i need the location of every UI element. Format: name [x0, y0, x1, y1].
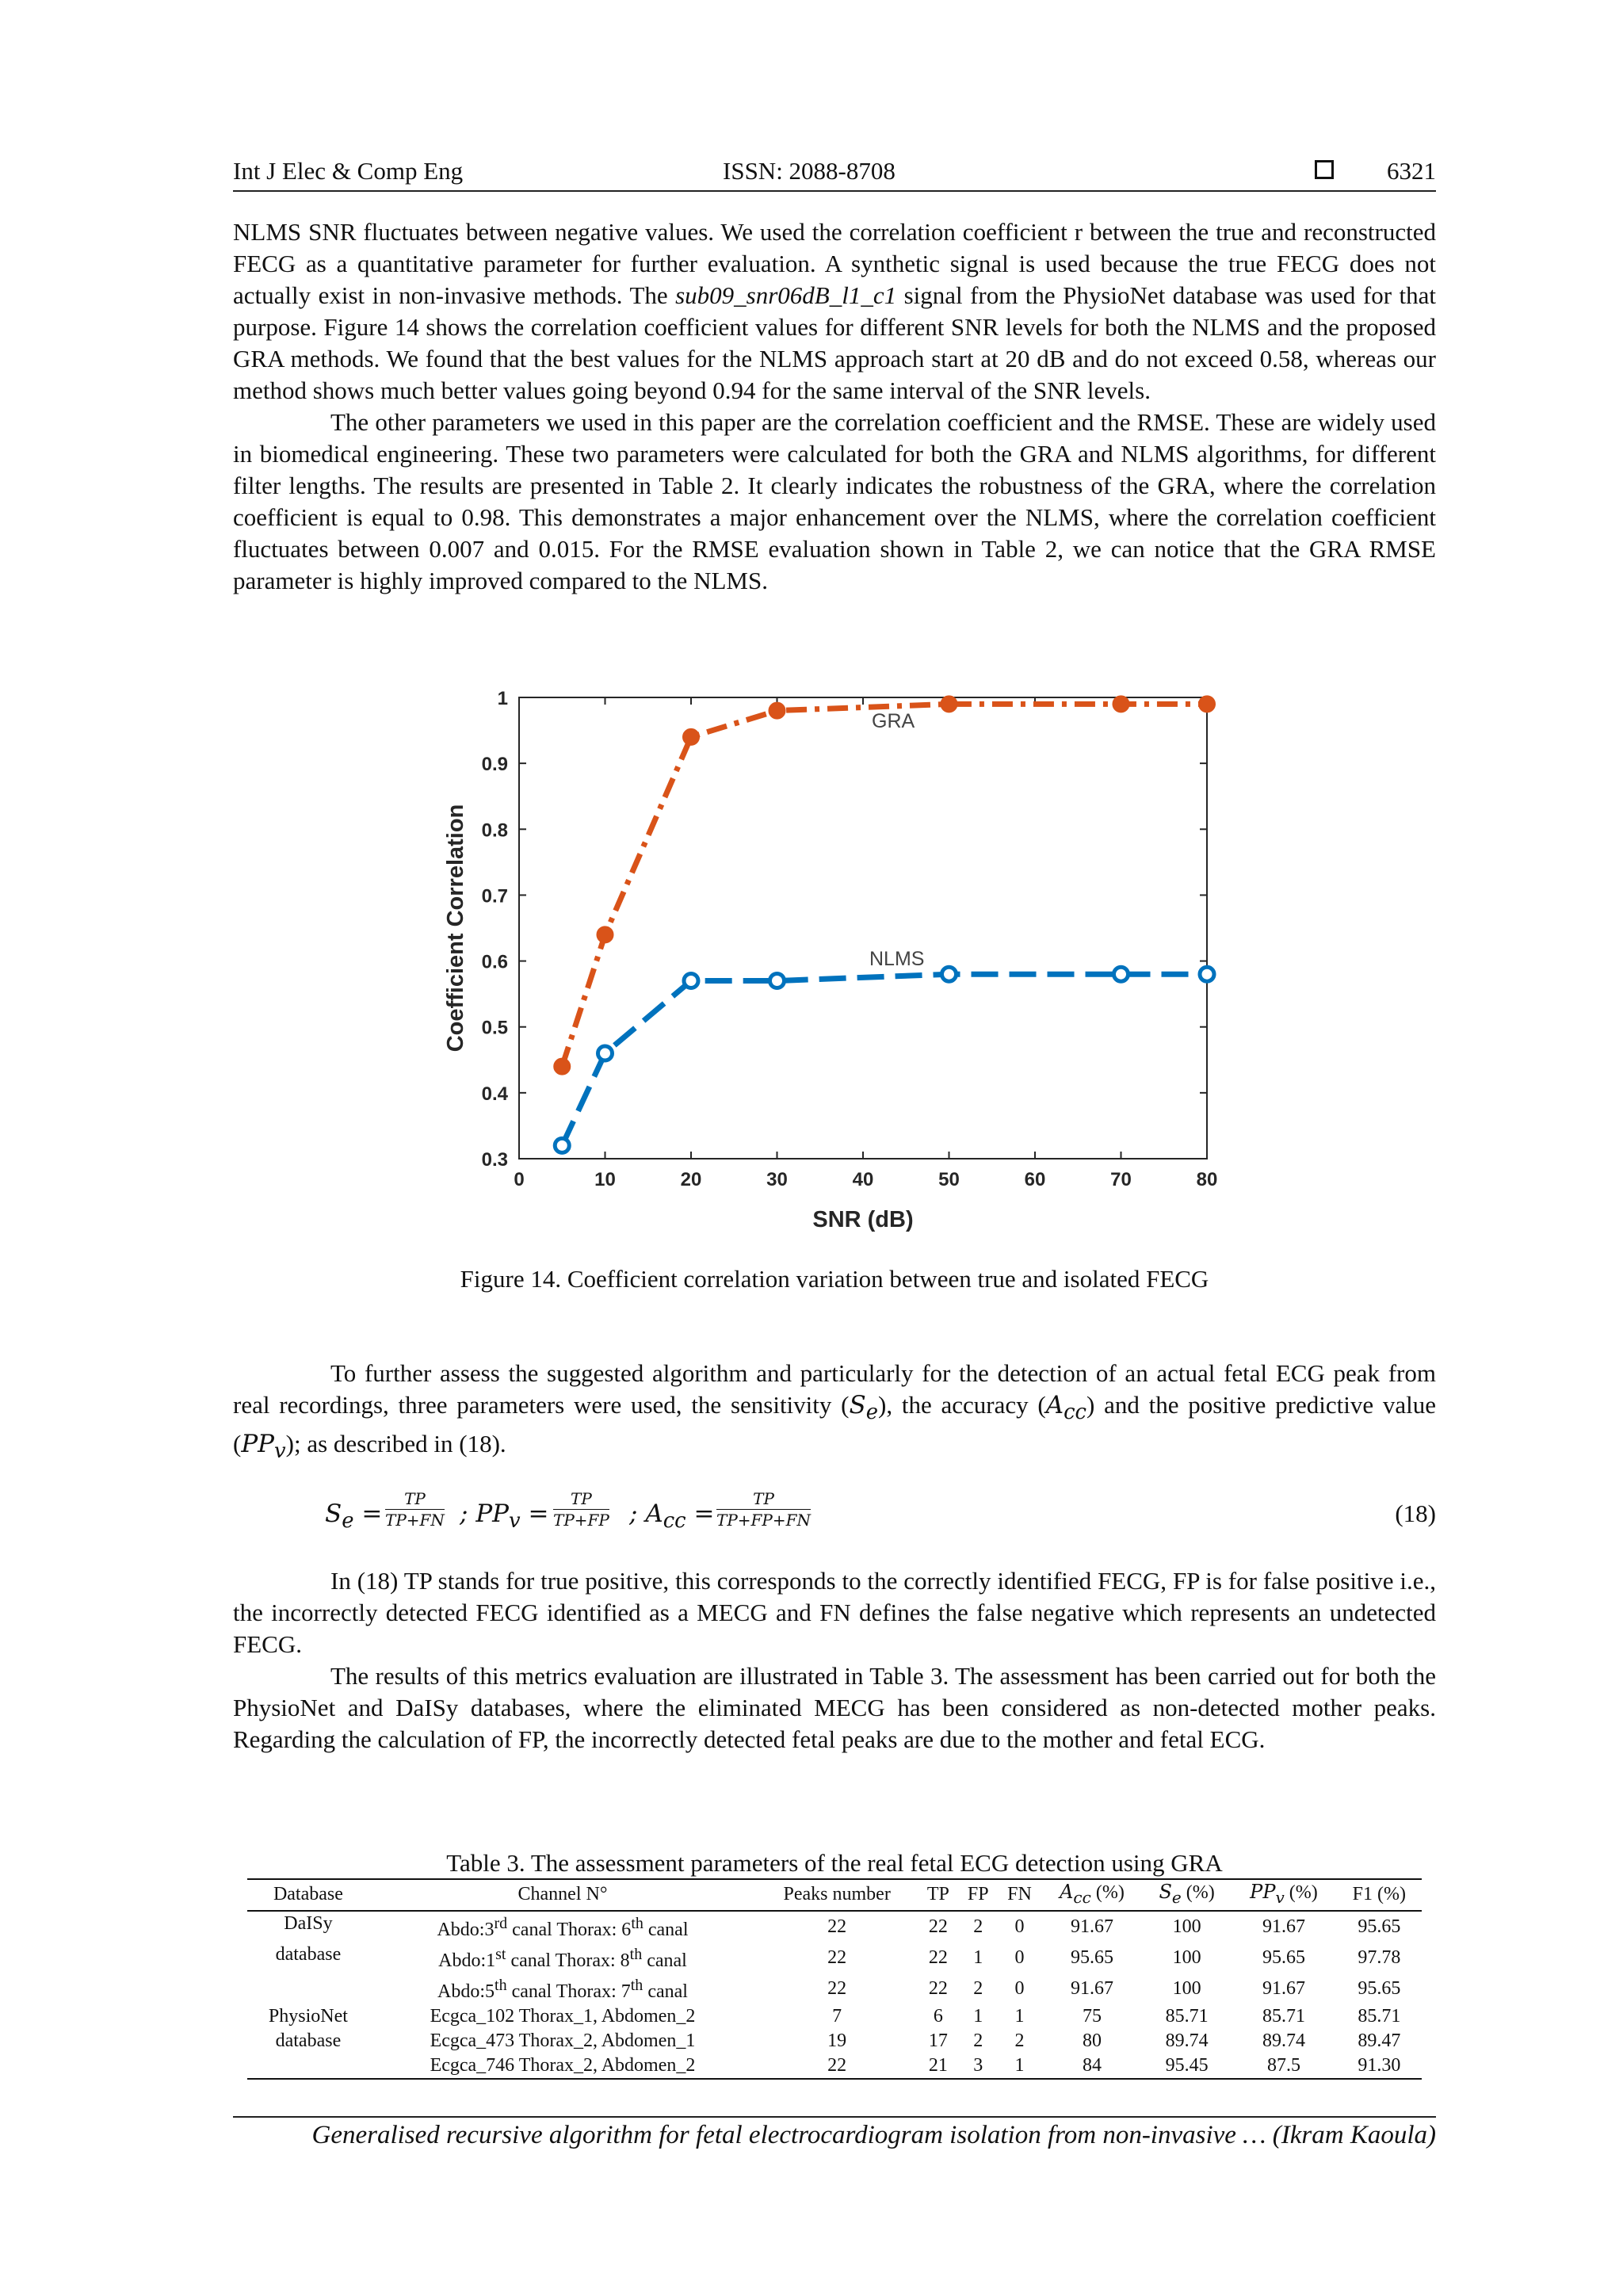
data-point-nlms: [555, 1138, 569, 1152]
equation-number: (18): [1395, 1499, 1436, 1527]
col-acc: $A_{cc}$ (%): [1041, 1879, 1143, 1911]
fp-cell: 2: [973, 2030, 983, 2051]
se-cell: 100: [1172, 1977, 1201, 1999]
ppv-cell: 91.67: [1262, 1916, 1305, 1937]
gra-annotation: GRA: [872, 710, 915, 732]
issn: ISSN: 2088-8708: [723, 157, 896, 185]
paragraph-text: ); as described in (18).: [285, 1430, 506, 1458]
se-cell: 95.45: [1143, 2053, 1231, 2079]
channel-cell: Abdo:3rd canal Thorax: 6th canal: [437, 1914, 689, 1940]
paragraph: [233, 216, 1436, 407]
page-number: 6321: [1387, 157, 1436, 185]
x-tick-label: 30: [766, 1169, 788, 1190]
x-tick-label: 20: [680, 1169, 702, 1190]
y-tick-label: 0.5: [481, 1017, 508, 1039]
body-text-top: [233, 216, 1436, 597]
journal-name: Int J Elec & Comp Eng: [233, 157, 464, 185]
table-row: [247, 1943, 1422, 1973]
col-channel: Channel N°: [369, 1879, 756, 1911]
eq-frac-ppv: $\frac{TP}{TP+FP}$: [553, 1489, 609, 1530]
col-database: Database: [247, 1879, 369, 1911]
channel-cell: Abdo:5th canal Thorax: 7th canal: [437, 1976, 688, 2002]
paragraph-text: ) and the positive predictive value (: [233, 1391, 1437, 1458]
channel-cell: Abdo:1st canal Thorax: 8th canal: [438, 1945, 687, 1971]
channel-cell: Ecgca_473 Thorax_2, Abdomen_1: [430, 2030, 696, 2051]
figure-14-chart: [428, 682, 1244, 1252]
f1-cell: 95.65: [1358, 1977, 1401, 1999]
col-peaks: Peaks number: [756, 1879, 918, 1911]
paragraph: The other parameters we used in this paper are the correlation coefficient and the RMSE. These are widely used in biomedical engineering. These two parameters were calculated for both the GRA and NLMS algorithms, for different filter lengths. The results are presented in Table 2. It clearly indicates the robustness of the GRA, where the correlation coefficient is equal to 0.98. This demonstrates a major enhancement over the NLMS, where the correlation coefficient fluctuates between 0.007 and 0.015. For the RMSE evaluation shown in Table 2, we can notice that the GRA RMSE parameter is highly improved compared to the NLMS.: [233, 408, 1436, 594]
acc-cell: 75: [1082, 2005, 1102, 2027]
peaks-cell: 22: [827, 1916, 847, 1937]
equation-18: [325, 1488, 1436, 1539]
data-point-gra: [769, 703, 785, 719]
col-f1: F1 (%): [1337, 1879, 1422, 1911]
database-cell: [247, 1973, 369, 2004]
acc-cell: 84: [1041, 2053, 1143, 2079]
y-tick-label: 0.8: [481, 819, 508, 842]
database-cell: database: [275, 1943, 342, 1965]
ppv-cell: 85.71: [1262, 2005, 1305, 2027]
data-point-gra: [1199, 696, 1215, 712]
se-cell: 89.74: [1165, 2030, 1209, 2051]
paragraph: In (18) TP stands for true positive, this corresponds to the correctly identified FECG, FP is for false positive i.e., the incorrectly detected FECG identified as a MECG and FN defines the false negative which represents an undetected FECG.: [233, 1567, 1436, 1658]
paragraph-metrics-intro: [233, 1358, 1436, 1467]
col-tp: TP: [918, 1879, 958, 1911]
x-tick-label: 60: [1024, 1169, 1046, 1190]
paragraph: [233, 1358, 1436, 1467]
data-point-nlms: [942, 967, 957, 981]
data-point-nlms: [770, 974, 785, 988]
nlms-annotation: NLMS: [869, 948, 925, 970]
fn-cell: 2: [1014, 2030, 1025, 2051]
x-tick-label: 40: [852, 1169, 874, 1190]
data-point-nlms: [1114, 967, 1128, 981]
figure-caption: Figure 14. Coefficient correlation variation between true and isolated FECG: [460, 1265, 1209, 1293]
ppv-cell: 91.67: [1262, 1977, 1305, 1999]
fp-cell: 3: [959, 2053, 998, 2079]
acc-cell: 95.65: [1070, 1946, 1113, 1968]
f1-cell: 97.78: [1358, 1946, 1401, 1968]
y-tick-label: 0.6: [481, 951, 508, 973]
tp-cell: 17: [928, 2030, 948, 2051]
paragraph: The results of this metrics evaluation are illustrated in Table 3. The assessment has been carried out for both the PhysioNet and DaISy databases, where the eliminated MECG has been considered as non-detected mother peaks. Regarding the calculation of FP, the incorrectly detected fetal peaks are due to the mother and fetal ECG.: [233, 1662, 1436, 1753]
col-se: $S_e$ (%): [1143, 1879, 1231, 1911]
table-header-row: [247, 1879, 1422, 1911]
x-tick-label: 10: [594, 1169, 616, 1190]
table-caption: Table 3. The assessment parameters of the real fetal ECG detection using GRA: [446, 1849, 1223, 1877]
data-point-gra: [554, 1059, 570, 1075]
channel-cell: Ecgca_746 Thorax_2, Abdomen_2: [369, 2053, 756, 2079]
peaks-cell: 22: [827, 1977, 847, 1999]
eq-acc: ; $A_{cc}$ =: [629, 1499, 715, 1534]
data-point-gra: [941, 696, 957, 712]
y-tick-label: 0.9: [481, 754, 508, 776]
x-tick-label: 0: [514, 1169, 525, 1190]
data-point-nlms: [1200, 967, 1214, 981]
ppv-cell: 87.5: [1231, 2053, 1336, 2079]
database-cell: PhysioNet: [268, 2005, 348, 2027]
database-cell: database: [275, 2030, 342, 2051]
col-fp: FP: [959, 1879, 998, 1911]
peaks-cell: 7: [832, 2005, 842, 2027]
fn-cell: 0: [1014, 1977, 1025, 1999]
f1-cell: 89.47: [1358, 2030, 1401, 2051]
fn-cell: 1: [1014, 2005, 1025, 2027]
data-point-gra: [1113, 696, 1129, 712]
checkbox-square-icon: [1315, 160, 1334, 179]
eq-frac-se: $\frac{TP}{TP+FN}$: [385, 1489, 445, 1530]
acc-cell: 91.67: [1070, 1977, 1113, 1999]
body-text-bottom: [233, 1565, 1436, 1755]
page-footer: Generalised recursive algorithm for fetal electrocardiogram isolation from non-invasive … (Ikram Kaoula): [233, 2116, 1436, 2150]
f1-cell: 85.71: [1358, 2005, 1401, 2027]
table-3: [247, 1878, 1422, 2080]
paragraph-text: To further assess the suggested algorithm and particularly for the detection of an actual fetal ECG peak from real recordings, three parameters were used, the sensitivity (: [233, 1359, 1436, 1419]
eq-ppv: ; $PP_v$ =: [460, 1499, 549, 1534]
fn-cell: 0: [1014, 1946, 1025, 1968]
table-row: [247, 2029, 1422, 2053]
data-point-nlms: [684, 974, 698, 988]
fp-cell: 2: [973, 1916, 983, 1937]
col-fn: FN: [998, 1879, 1041, 1911]
signal-name: sub09_snr06dB_l1_c1: [675, 281, 897, 309]
ppv-cell: 95.65: [1262, 1946, 1305, 1968]
y-tick-label: 0.3: [481, 1149, 508, 1171]
x-axis-label: SNR (dB): [812, 1207, 914, 1232]
x-tick-label: 70: [1110, 1169, 1132, 1190]
table-row: [247, 2053, 1422, 2079]
se-cell: 100: [1172, 1916, 1201, 1937]
fn-cell: 0: [1014, 1916, 1025, 1937]
fp-cell: 1: [973, 2005, 983, 2027]
data-point-gra: [598, 926, 613, 942]
tp-cell: 22: [928, 1977, 948, 1999]
se-cell: 100: [1172, 1946, 1201, 1968]
y-axis-label: Coefficient Correlation: [443, 804, 468, 1052]
paragraph-text: ), the accuracy (: [878, 1391, 1046, 1419]
tp-cell: 22: [928, 1946, 948, 1968]
database-cell: DaISy: [284, 1912, 333, 1934]
acc-symbol: $A_{cc}$: [1045, 1391, 1087, 1425]
fn-cell: 1: [998, 2053, 1041, 2079]
peaks-cell: 19: [827, 2030, 847, 2051]
tp-cell: 6: [933, 2005, 943, 2027]
acc-cell: 80: [1082, 2030, 1102, 2051]
x-tick-label: 50: [938, 1169, 960, 1190]
peaks-cell: 22: [756, 2053, 918, 2079]
channel-cell: Ecgca_102 Thorax_1, Abdomen_2: [430, 2005, 696, 2027]
eq-se: $S_e$ =: [325, 1499, 383, 1534]
se-cell: 85.71: [1165, 2005, 1209, 2027]
plot-area: [519, 697, 1207, 1159]
database-cell: [247, 2053, 369, 2079]
acc-cell: 91.67: [1070, 1916, 1113, 1937]
fp-cell: 2: [973, 1977, 983, 1999]
f1-cell: 95.65: [1358, 1916, 1401, 1937]
col-ppv: $PP_v$ (%): [1231, 1879, 1336, 1911]
y-tick-label: 0.7: [481, 885, 508, 907]
se-symbol: $S_e$: [849, 1391, 879, 1425]
tp-cell: 21: [918, 2053, 958, 2079]
f1-cell: 91.30: [1337, 2053, 1422, 2079]
page-header: [233, 155, 1436, 192]
eq-frac-acc: $\frac{TP}{TP+FP+FN}$: [716, 1489, 812, 1530]
ppv-cell: 89.74: [1262, 2030, 1305, 2051]
y-tick-label: 1: [497, 688, 508, 709]
data-point-nlms: [598, 1046, 613, 1060]
data-point-gra: [683, 729, 699, 745]
table-row: [247, 1911, 1422, 1943]
fp-cell: 1: [973, 1946, 983, 1968]
table-row: [247, 2004, 1422, 2029]
paragraph-text: NLMS SNR fluctuates between negative values. We used the correlation coefficient r between the true and reconstructed FECG as a quantitative parameter for further evaluation. A synthetic signal is used because the true FECG does not actually exist in non-invasive methods. The: [233, 218, 1436, 309]
y-tick-label: 0.4: [481, 1083, 508, 1105]
ppv-symbol: $PP_v$: [241, 1430, 286, 1464]
tp-cell: 22: [928, 1916, 948, 1937]
x-tick-label: 80: [1196, 1169, 1218, 1190]
table-row: [247, 1973, 1422, 2004]
peaks-cell: 22: [827, 1946, 847, 1968]
paragraph-text: signal from the PhysioNet database was used for that purpose. Figure 14 shows the correlation coefficient values for different SNR levels for both the NLMS and the proposed GRA methods. We found that the best values for the NLMS approach start at 20 dB and do not exceed 0.58, whereas our method shows much better values going beyond 0.94 for the same interval of the SNR levels.: [233, 281, 1436, 404]
